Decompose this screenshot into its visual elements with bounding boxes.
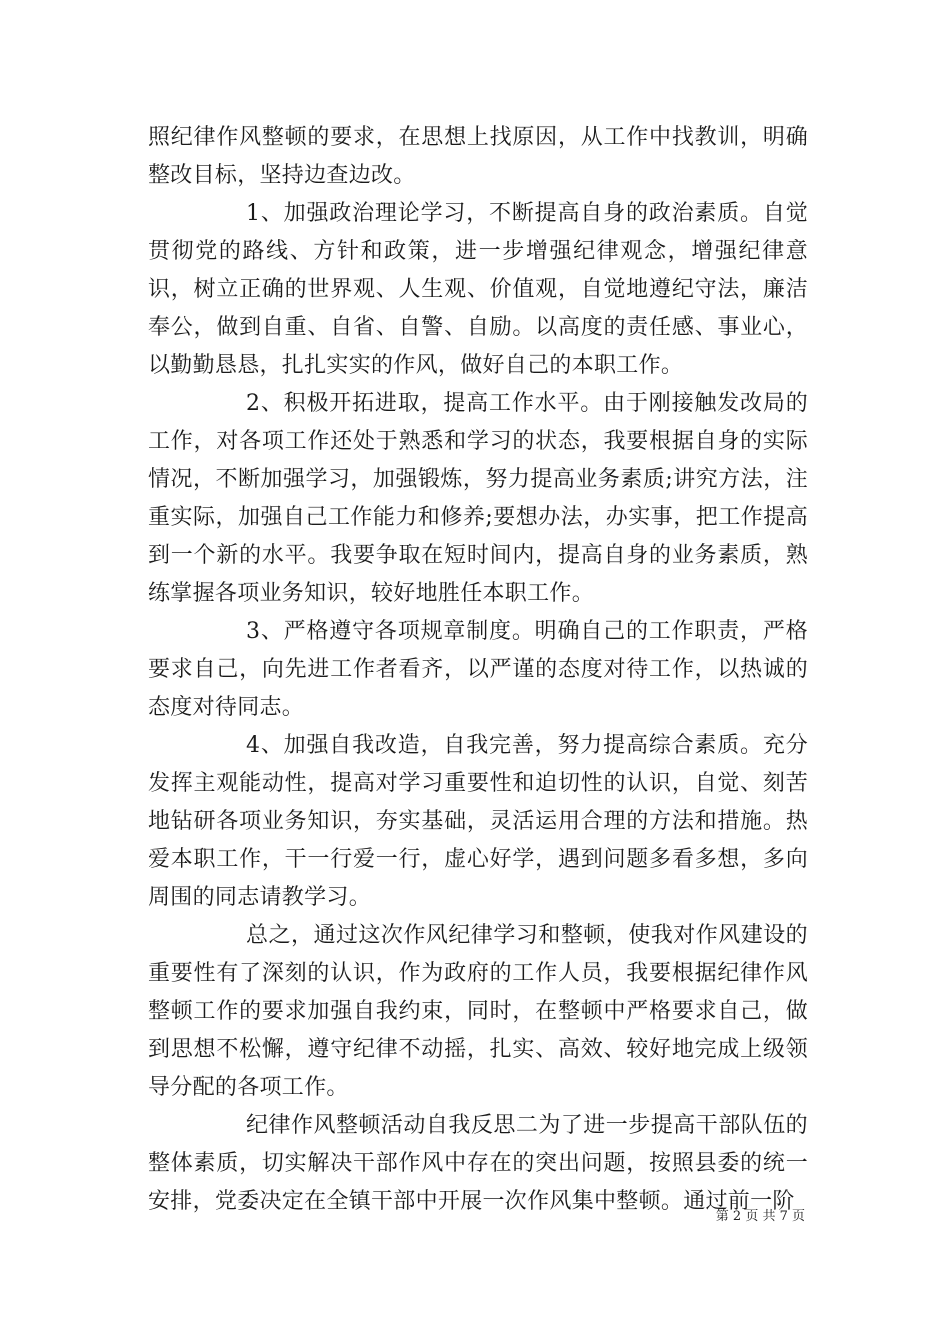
paragraph-5: 4、加强自我改造，自我完善，努力提高综合素质。充分发挥主观能动性，提高对学习重要性和迫切性的认识，自觉、刻苦地钻研各项业务知识，夯实基础，灵活运用合理的方法和措施。热爱本职工作，干一行爱一行，虚心好学，遇到问题多看多想，多向周围的同志请教学习。: [148, 733, 808, 910]
document-body: [148, 119, 808, 1221]
paragraph-6: 总之，通过这次作风纪律学习和整顿，使我对作风建设的重要性有了深刻的认识，作为政府的工作人员，我要根据纪律作风整顿工作的要求加强自我约束，同时，在整顿中严格要求自己，做到思想不松懈，遵守纪律不动摇，扎实、高效、较好地完成上级领导分配的各项工作。: [148, 923, 808, 1100]
page-number-footer: 第 2 页 共 7 页: [715, 1209, 805, 1224]
paragraph-1: 照纪律作风整顿的要求，在思想上找原因，从工作中找教训，明确整改目标，坚持边查边改。: [148, 125, 808, 188]
paragraph-7: 纪律作风整顿活动自我反思二为了进一步提高干部队伍的整体素质，切实解决干部作风中存在的突出问题，按照县委的统一安排，党委决定在全镇干部中开展一次作风集中整顿。通过前一阶: [148, 1113, 808, 1214]
paragraph-4: 3、严格遵守各项规章制度。明确自己的工作职责，严格要求自己，向先进工作者看齐，以严谨的态度对待工作，以热诚的态度对待同志。: [148, 619, 808, 720]
paragraph-3: 2、积极开拓进取，提高工作水平。由于刚接触发改局的工作，对各项工作还处于熟悉和学习的状态，我要根据自身的实际情况，不断加强学习，加强锻炼，努力提高业务素质;讲究方法，注重实际，加强自己工作能力和修养;要想办法，办实事，把工作提高到一个新的水平。我要争取在短时间内，提高自身的业务素质，熟练掌握各项业务知识，较好地胜任本职工作。: [148, 391, 808, 606]
paragraph-2: 1、加强政治理论学习，不断提高自身的政治素质。自觉贯彻党的路线、方针和政策，进一步增强纪律观念，增强纪律意识，树立正确的世界观、人生观、价值观，自觉地遵纪守法，廉洁奉公，做到自重、自省、自警、自励。以高度的责任感、事业心，以勤勤恳恳，扎扎实实的作风，做好自己的本职工作。: [148, 201, 808, 378]
